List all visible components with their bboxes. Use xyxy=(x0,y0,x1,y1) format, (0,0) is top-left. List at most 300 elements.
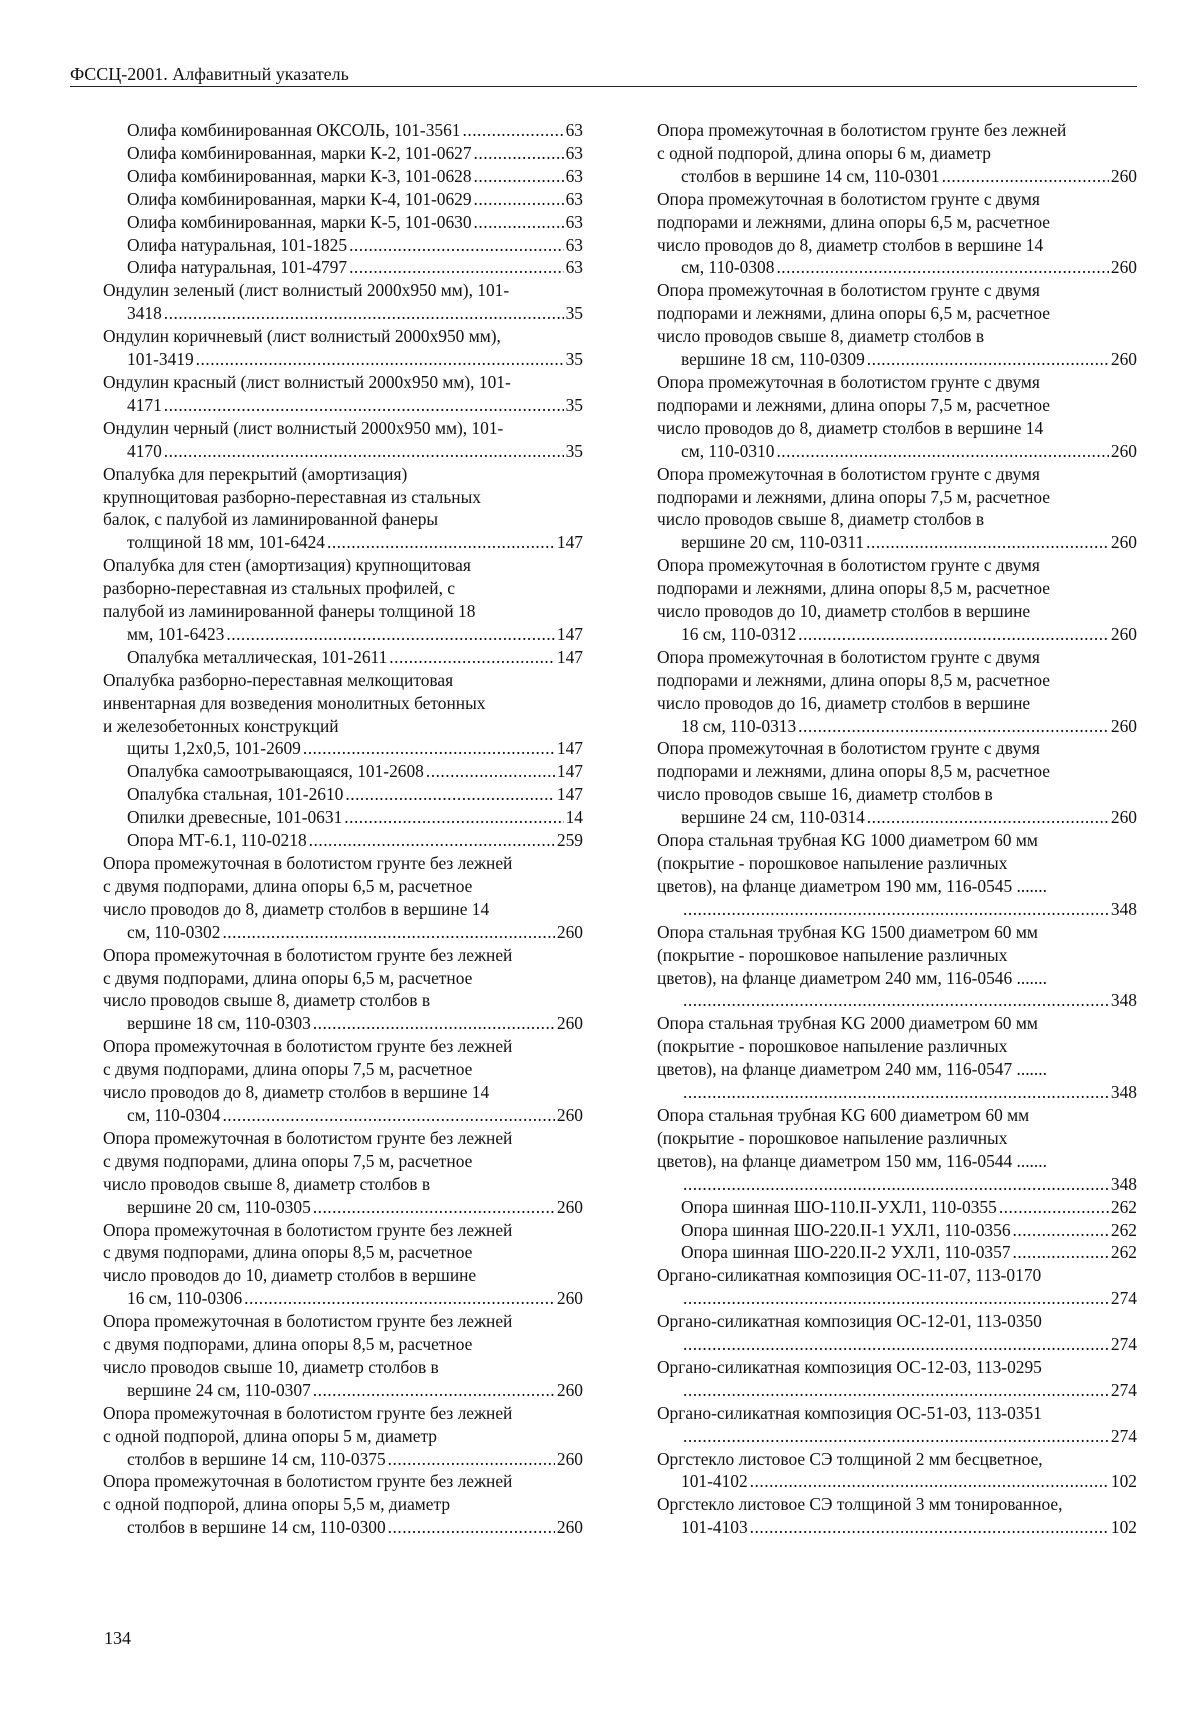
entry-text-line: Опора промежуточная в болотистом грунте с двумя xyxy=(657,555,1040,576)
entry-text-line: с одной подпорой, длина опоры 6 м, диаметр xyxy=(657,142,991,163)
dot-leader xyxy=(683,1333,1109,1356)
entry-text: вершине 18 см, 110-0303 xyxy=(127,1013,311,1034)
entry-text-line: Опора стальная трубная KG 1000 диаметром 60 мм xyxy=(657,830,1038,851)
entry-text: вершине 20 см, 110-0311 xyxy=(681,532,865,553)
entry-text-line: Опора промежуточная в болотистом грунте с двумя xyxy=(657,371,1040,392)
entry-page: 262 xyxy=(1110,1196,1137,1217)
entry-page: 348 xyxy=(1110,898,1137,919)
entry-last-line xyxy=(681,1379,1137,1402)
entry-text-line: число проводов до 8, диаметр столбов в вершине 14 xyxy=(657,417,1044,438)
entry-text-line: и железобетонных конструкций xyxy=(103,715,339,736)
entry-text: Олифа комбинированная, марки К-4, 101-0629 xyxy=(127,188,472,209)
entry-page: 63 xyxy=(565,165,583,186)
entry-text-line: цветов), на фланце диаметром 190 мм, 116-0545 ....... xyxy=(657,875,1047,896)
entry-last-line xyxy=(127,1448,583,1471)
dot-leader xyxy=(313,1196,555,1219)
index-entry xyxy=(657,188,1137,280)
index-entry xyxy=(657,463,1137,555)
entry-text-line: (покрытие - порошковое напыление различных xyxy=(657,1036,1008,1057)
entry-last-line xyxy=(127,348,583,371)
entry-text: столбов в вершине 14 см, 110-0375 xyxy=(127,1448,386,1469)
entry-text-line: подпорами и лежнями, длина опоры 6,5 м, расчетное xyxy=(657,211,1051,232)
entry-text: мм, 101-6423 xyxy=(127,623,225,644)
entry-page: 348 xyxy=(1110,990,1137,1011)
entry-last-line xyxy=(681,1516,1137,1539)
entry-text-line: Опора стальная трубная KG 1500 диаметром 60 мм xyxy=(657,921,1038,942)
index-entry xyxy=(103,142,583,165)
entry-last-line xyxy=(681,1081,1137,1104)
entry-text-line: Опора промежуточная в болотистом грунте без лежней xyxy=(103,1219,513,1240)
entry-page: 63 xyxy=(565,257,583,278)
entry-last-line xyxy=(127,1516,583,1539)
entry-last-line xyxy=(127,394,583,417)
entry-text-line: число проводов до 10, диаметр столбов в вершине xyxy=(103,1265,477,1286)
entry-text: 4170 xyxy=(127,440,162,461)
entry-page: 35 xyxy=(565,440,583,461)
entry-text: 18 см, 110-0313 xyxy=(681,715,797,736)
entry-last-line xyxy=(681,348,1137,371)
entry-text-line: Опора стальная трубная KG 600 диаметром 60 мм xyxy=(657,1104,1030,1125)
index-entry xyxy=(103,554,583,646)
index-entry xyxy=(103,417,583,463)
index-entry xyxy=(103,165,583,188)
entry-page: 102 xyxy=(1110,1517,1137,1538)
entry-last-line xyxy=(127,783,583,806)
dot-leader xyxy=(683,1425,1109,1448)
dot-leader xyxy=(999,1196,1109,1219)
index-entry xyxy=(657,1448,1137,1494)
entry-last-line xyxy=(681,806,1137,829)
entry-text-line: с двумя подпорами, длина опоры 6,5 м, расчетное xyxy=(103,875,473,896)
index-entry xyxy=(103,829,583,852)
index-entry xyxy=(103,783,583,806)
dot-leader xyxy=(798,715,1109,738)
entry-text-line: Опалубка для перекрытий (амортизация) xyxy=(103,463,408,484)
entry-text-line: Опора стальная трубная KG 2000 диаметром 60 мм xyxy=(657,1013,1038,1034)
page-header xyxy=(70,63,1137,87)
index-entry xyxy=(657,1196,1137,1219)
entry-last-line xyxy=(681,623,1137,646)
entry-text-line: число проводов до 10, диаметр столбов в вершине xyxy=(657,601,1031,622)
entry-last-line xyxy=(127,1012,583,1035)
index-entry xyxy=(103,1310,583,1402)
dot-leader xyxy=(683,1081,1109,1104)
entry-text: см, 110-0310 xyxy=(681,440,775,461)
dot-leader xyxy=(313,1012,555,1035)
dot-leader xyxy=(750,1516,1109,1539)
entry-page: 262 xyxy=(1110,1242,1137,1263)
entry-last-line xyxy=(681,898,1137,921)
entry-page: 348 xyxy=(1110,1173,1137,1194)
entry-last-line xyxy=(127,188,583,211)
entry-text-line: цветов), на фланце диаметром 240 мм, 116-0547 ....... xyxy=(657,1059,1047,1080)
entry-text-line: Опора промежуточная в болотистом грунте без лежней xyxy=(103,1402,513,1423)
entry-page: 260 xyxy=(556,1013,583,1034)
dot-leader xyxy=(867,348,1109,371)
entry-text-line: Опора промежуточная в болотистом грунте с двумя xyxy=(657,280,1040,301)
entry-text-line: цветов), на фланце диаметром 240 мм, 116-0546 ....... xyxy=(657,967,1047,988)
entry-text-line: Опалубка для стен (амортизация) крупнощитовая xyxy=(103,555,471,576)
entry-last-line xyxy=(681,1219,1137,1242)
entry-text-line: Опора промежуточная в болотистом грунте без лежней xyxy=(103,944,513,965)
entry-text-line: подпорами и лежнями, длина опоры 8,5 м, расчетное xyxy=(657,669,1051,690)
entry-text-line: число проводов свыше 8, диаметр столбов в xyxy=(657,326,985,347)
entry-page: 147 xyxy=(556,761,583,782)
entry-page: 274 xyxy=(1110,1334,1137,1355)
entry-text: Олифа комбинированная ОКСОЛЬ, 101-3561 xyxy=(127,120,461,140)
index-entry xyxy=(657,1012,1137,1104)
entry-text: 101-4102 xyxy=(681,1471,748,1492)
dot-leader xyxy=(344,806,563,829)
entry-text-line: с одной подпорой, длина опоры 5,5 м, диаметр xyxy=(103,1494,451,1515)
entry-text-line: Оргстекло листовое СЭ толщиной 2 мм бесцветное, xyxy=(657,1448,1043,1469)
dot-leader xyxy=(222,921,554,944)
entry-text-line: Органо-силикатная композиция ОС-12-01, 113-0350 xyxy=(657,1311,1042,1332)
index-entry xyxy=(103,119,583,142)
entry-last-line xyxy=(127,623,583,646)
dot-leader xyxy=(1013,1219,1109,1242)
entry-page: 260 xyxy=(1110,715,1137,736)
entry-last-line xyxy=(127,119,583,142)
entry-text-line: число проводов до 16, диаметр столбов в вершине xyxy=(657,692,1031,713)
entry-last-line xyxy=(681,1470,1137,1493)
index-entry xyxy=(657,279,1137,371)
entry-text-line: с двумя подпорами, длина опоры 8,5 м, расчетное xyxy=(103,1334,473,1355)
index-entry xyxy=(657,371,1137,463)
entry-text-line: Органо-силикатная композиция ОС-51-03, 113-0351 xyxy=(657,1402,1042,1423)
dot-leader xyxy=(388,1448,555,1471)
entry-last-line xyxy=(127,256,583,279)
entry-text-line: Опора промежуточная в болотистом грунте без лежней xyxy=(103,1471,513,1492)
entry-text: Опилки древесные, 101-0631 xyxy=(127,807,343,828)
index-entry xyxy=(103,325,583,371)
index-entry xyxy=(657,1264,1137,1310)
entry-page: 259 xyxy=(556,830,583,851)
dot-leader xyxy=(776,256,1108,279)
entry-text-line: Опора промежуточная в болотистом грунте с двумя xyxy=(657,738,1040,759)
entry-last-line xyxy=(127,302,583,325)
index-entry xyxy=(103,256,583,279)
entry-page: 260 xyxy=(1110,165,1137,186)
entry-text: толщиной 18 мм, 101-6424 xyxy=(127,532,325,553)
entry-page: 260 xyxy=(556,1517,583,1538)
entry-text-line: Органо-силикатная композиция ОС-12-03, 113-0295 xyxy=(657,1356,1042,1377)
entry-text: 4171 xyxy=(127,394,162,415)
entry-text: Опалубка металлическая, 101-2611 xyxy=(127,646,388,667)
dot-leader xyxy=(309,829,555,852)
entry-page: 348 xyxy=(1110,1082,1137,1103)
entry-text-line: число проводов свыше 16, диаметр столбов в xyxy=(657,784,993,805)
entry-text-line: число проводов до 8, диаметр столбов в вершине 14 xyxy=(103,1082,490,1103)
entry-text-line: цветов), на фланце диаметром 150 мм, 116-0544 ....... xyxy=(657,1150,1047,1171)
index-entry xyxy=(103,760,583,783)
entry-page: 35 xyxy=(565,349,583,370)
index-column-right xyxy=(657,119,1137,1539)
entry-page: 63 xyxy=(565,120,583,140)
index-entry xyxy=(103,852,583,944)
entry-text-line: Опора промежуточная в болотистом грунте без лежней xyxy=(103,1311,513,1332)
dot-leader xyxy=(303,737,555,760)
dot-leader xyxy=(683,1173,1109,1196)
entry-last-line xyxy=(127,806,583,829)
dot-leader xyxy=(474,165,564,188)
index-entry xyxy=(103,806,583,829)
entry-text-line: Опора промежуточная в болотистом грунте с двумя xyxy=(657,463,1040,484)
dot-leader xyxy=(164,302,564,325)
entry-last-line xyxy=(127,1379,583,1402)
entry-text: вершине 24 см, 110-0307 xyxy=(127,1379,311,1400)
entry-page: 102 xyxy=(1110,1471,1137,1492)
index-entry xyxy=(103,1035,583,1127)
dot-leader xyxy=(866,531,1109,554)
entry-page: 147 xyxy=(556,623,583,644)
entry-text-line: балок, с палубой из ламинированной фанеры xyxy=(103,509,439,530)
entry-last-line xyxy=(127,921,583,944)
dot-leader xyxy=(750,1470,1109,1493)
dot-leader xyxy=(867,806,1109,829)
dot-leader xyxy=(164,440,564,463)
entry-last-line xyxy=(127,1287,583,1310)
dot-leader xyxy=(683,898,1109,921)
entry-text-line: с одной подпорой, длина опоры 5 м, диаметр xyxy=(103,1425,437,1446)
dot-leader xyxy=(389,646,555,669)
entry-text: см, 110-0308 xyxy=(681,257,775,278)
entry-last-line xyxy=(681,989,1137,1012)
entry-last-line xyxy=(681,1173,1137,1196)
dot-leader xyxy=(463,119,564,142)
entry-text-line: Опалубка разборно-переставная мелкощитовая xyxy=(103,669,454,690)
entry-text: см, 110-0304 xyxy=(127,1104,221,1125)
index-entry xyxy=(657,921,1137,1013)
entry-text: столбов в вершине 14 см, 110-0300 xyxy=(127,1517,386,1538)
dot-leader xyxy=(349,234,564,257)
index-entry xyxy=(103,371,583,417)
entry-last-line xyxy=(681,1333,1137,1356)
index-entry xyxy=(103,1127,583,1219)
entry-text-line: (покрытие - порошковое напыление различных xyxy=(657,853,1008,873)
entry-text-line: (покрытие - порошковое напыление различных xyxy=(657,944,1008,965)
entry-text: щиты 1,2х0,5, 101-2609 xyxy=(127,738,301,759)
entry-text-line: число проводов свыше 8, диаметр столбов в xyxy=(103,990,431,1011)
entry-text: Опора шинная ШО-110.II-УХЛ1, 110-0355 xyxy=(681,1196,997,1217)
entry-text-line: число проводов до 8, диаметр столбов в вершине 14 xyxy=(657,234,1044,255)
entry-last-line xyxy=(681,1241,1137,1264)
entry-text-line: (покрытие - порошковое напыление различных xyxy=(657,1127,1008,1148)
entry-last-line xyxy=(127,1196,583,1219)
entry-text-line: крупнощитовая разборно-переставная из стальных xyxy=(103,486,481,507)
entry-text: вершине 24 см, 110-0314 xyxy=(681,807,865,828)
entry-text: Олифа натуральная, 101-4797 xyxy=(127,257,348,278)
entry-last-line xyxy=(127,737,583,760)
entry-page: 260 xyxy=(1110,440,1137,461)
entry-text: Олифа натуральная, 101-1825 xyxy=(127,234,348,255)
index-entry xyxy=(657,1493,1137,1539)
entry-page: 63 xyxy=(565,211,583,232)
entry-text: 3418 xyxy=(127,303,162,324)
entry-text: 16 см, 110-0312 xyxy=(681,623,797,644)
entry-text: Опалубка стальная, 101-2610 xyxy=(127,784,344,805)
entry-page: 260 xyxy=(556,921,583,942)
entry-last-line xyxy=(127,1104,583,1127)
index-entry xyxy=(103,211,583,234)
index-entry xyxy=(103,463,583,555)
entry-text: см, 110-0302 xyxy=(127,921,221,942)
entry-text-line: подпорами и лежнями, длина опоры 7,5 м, расчетное xyxy=(657,394,1051,415)
entry-text-line: Оргстекло листовое СЭ толщиной 3 мм тонированное, xyxy=(657,1494,1063,1515)
index-entry xyxy=(657,1104,1137,1196)
index-entry xyxy=(657,829,1137,921)
entry-page: 274 xyxy=(1110,1288,1137,1309)
entry-page: 147 xyxy=(556,784,583,805)
entry-text-line: подпорами и лежнями, длина опоры 6,5 м, расчетное xyxy=(657,303,1051,324)
entry-page: 147 xyxy=(556,646,583,667)
dot-leader xyxy=(942,165,1109,188)
entry-text: столбов в вершине 14 см, 110-0301 xyxy=(681,165,940,186)
entry-text-line: Опора промежуточная в болотистом грунте без лежней xyxy=(657,120,1067,140)
entry-page: 147 xyxy=(556,738,583,759)
entry-last-line xyxy=(127,211,583,234)
entry-last-line xyxy=(681,165,1137,188)
entry-page: 262 xyxy=(1110,1219,1137,1240)
entry-text: Олифа комбинированная, марки К-3, 101-0628 xyxy=(127,165,472,186)
entry-page: 147 xyxy=(556,532,583,553)
index-entry xyxy=(103,1402,583,1471)
entry-page: 63 xyxy=(565,188,583,209)
entry-last-line xyxy=(127,646,583,669)
dot-leader xyxy=(345,783,555,806)
index-entry xyxy=(103,279,583,325)
entry-text-line: подпорами и лежнями, длина опоры 8,5 м, расчетное xyxy=(657,578,1051,599)
entry-text-line: Ондулин коричневый (лист волнистый 2000х950 мм), xyxy=(103,326,501,347)
dot-leader xyxy=(776,440,1108,463)
index-entry xyxy=(657,1402,1137,1448)
dot-leader xyxy=(683,1379,1109,1402)
entry-text: 16 см, 110-0306 xyxy=(127,1288,243,1309)
entry-text-line: с двумя подпорами, длина опоры 7,5 м, расчетное xyxy=(103,1150,473,1171)
index-entry xyxy=(103,1470,583,1539)
entry-page: 274 xyxy=(1110,1379,1137,1400)
entry-text: Опора шинная ШО-220.II-1 УХЛ1, 110-0356 xyxy=(681,1219,1011,1240)
entry-page: 63 xyxy=(565,142,583,163)
entry-page: 260 xyxy=(1110,623,1137,644)
entry-last-line xyxy=(681,531,1137,554)
entry-text-line: Ондулин красный (лист волнистый 2000х950 мм), 101- xyxy=(103,371,511,392)
dot-leader xyxy=(327,531,555,554)
dot-leader xyxy=(683,989,1109,1012)
index-column-left xyxy=(103,119,583,1539)
entry-page: 260 xyxy=(556,1448,583,1469)
entry-page: 260 xyxy=(1110,257,1137,278)
dot-leader xyxy=(244,1287,555,1310)
entry-text-line: инвентарная для возведения монолитных бетонных xyxy=(103,692,486,713)
entry-text: Опора шинная ШО-220.II-2 УХЛ1, 110-0357 xyxy=(681,1242,1011,1263)
index-entry xyxy=(657,737,1137,829)
entry-text: Опора МТ-6.1, 110-0218 xyxy=(127,830,307,851)
dot-leader xyxy=(1013,1241,1109,1264)
dot-leader xyxy=(474,142,564,165)
entry-page: 260 xyxy=(556,1196,583,1217)
index-entry xyxy=(657,1310,1137,1356)
entry-last-line xyxy=(681,715,1137,738)
dot-leader xyxy=(474,188,564,211)
entry-last-line xyxy=(127,165,583,188)
entry-text: вершине 18 см, 110-0309 xyxy=(681,349,865,370)
entry-text-line: палубой из ламинированной фанеры толщиной 18 xyxy=(103,601,476,622)
entry-last-line xyxy=(681,256,1137,279)
entry-page: 260 xyxy=(556,1104,583,1125)
entry-text-line: Ондулин зеленый (лист волнистый 2000х950 мм), 101- xyxy=(103,280,510,301)
dot-leader xyxy=(426,760,555,783)
index-entry xyxy=(103,234,583,257)
dot-leader xyxy=(222,1104,554,1127)
dot-leader xyxy=(683,1287,1109,1310)
entry-text-line: Опора промежуточная в болотистом грунте без лежней xyxy=(103,1127,513,1148)
entry-last-line xyxy=(127,760,583,783)
entry-text: Олифа комбинированная, марки К-5, 101-0630 xyxy=(127,211,472,232)
entry-last-line xyxy=(127,142,583,165)
entry-page: 260 xyxy=(1110,532,1137,553)
entry-last-line xyxy=(127,829,583,852)
dot-leader xyxy=(388,1516,555,1539)
header-title: ФССЦ-2001. Алфавитный указатель xyxy=(70,64,349,84)
entry-last-line xyxy=(681,440,1137,463)
entry-text-line: число проводов свыше 10, диаметр столбов в xyxy=(103,1356,439,1377)
entry-last-line xyxy=(681,1196,1137,1219)
entry-text-line: число проводов до 8, диаметр столбов в вершине 14 xyxy=(103,898,490,919)
index-entry xyxy=(657,554,1137,646)
index-entry xyxy=(103,646,583,669)
dot-leader xyxy=(226,623,555,646)
entry-text-line: разборно-переставная из стальных профилей, с xyxy=(103,578,455,599)
entry-text-line: Органо-силикатная композиция ОС-11-07, 113-0170 xyxy=(657,1265,1042,1286)
entry-last-line xyxy=(681,1425,1137,1448)
dot-leader xyxy=(474,211,564,234)
index-entry xyxy=(657,1356,1137,1402)
entry-text-line: Опора промежуточная в болотистом грунте с двумя xyxy=(657,646,1040,667)
entry-text-line: с двумя подпорами, длина опоры 7,5 м, расчетное xyxy=(103,1059,473,1080)
entry-page: 35 xyxy=(565,303,583,324)
entry-text-line: Опора промежуточная в болотистом грунте без лежней xyxy=(103,1036,513,1057)
entry-text-line: с двумя подпорами, длина опоры 8,5 м, расчетное xyxy=(103,1242,473,1263)
entry-page: 260 xyxy=(1110,807,1137,828)
entry-page: 63 xyxy=(565,234,583,255)
index-entry xyxy=(103,669,583,761)
entry-page: 14 xyxy=(565,807,583,828)
entry-page: 260 xyxy=(556,1379,583,1400)
entry-text-line: Опора промежуточная в болотистом грунте без лежней xyxy=(103,853,513,873)
dot-leader xyxy=(798,623,1109,646)
dot-leader xyxy=(313,1379,555,1402)
entry-last-line xyxy=(127,440,583,463)
index-entry xyxy=(657,646,1137,738)
entry-text: вершине 20 см, 110-0305 xyxy=(127,1196,311,1217)
entry-page: 35 xyxy=(565,394,583,415)
dot-leader xyxy=(196,348,564,371)
entry-text-line: Опора промежуточная в болотистом грунте с двумя xyxy=(657,188,1040,209)
entry-last-line xyxy=(127,234,583,257)
index-entry xyxy=(657,119,1137,188)
dot-leader xyxy=(349,256,564,279)
entry-text-line: число проводов свыше 8, диаметр столбов в xyxy=(103,1173,431,1194)
index-entry xyxy=(103,188,583,211)
entry-text-line: подпорами и лежнями, длина опоры 8,5 м, расчетное xyxy=(657,761,1051,782)
entry-text-line: подпорами и лежнями, длина опоры 7,5 м, расчетное xyxy=(657,486,1051,507)
entry-last-line xyxy=(681,1287,1137,1310)
entry-text: 101-3419 xyxy=(127,349,194,370)
index-entry xyxy=(103,1219,583,1311)
entry-text-line: с двумя подпорами, длина опоры 6,5 м, расчетное xyxy=(103,967,473,988)
entry-text: Опалубка самоотрывающаяся, 101-2608 xyxy=(127,761,424,782)
